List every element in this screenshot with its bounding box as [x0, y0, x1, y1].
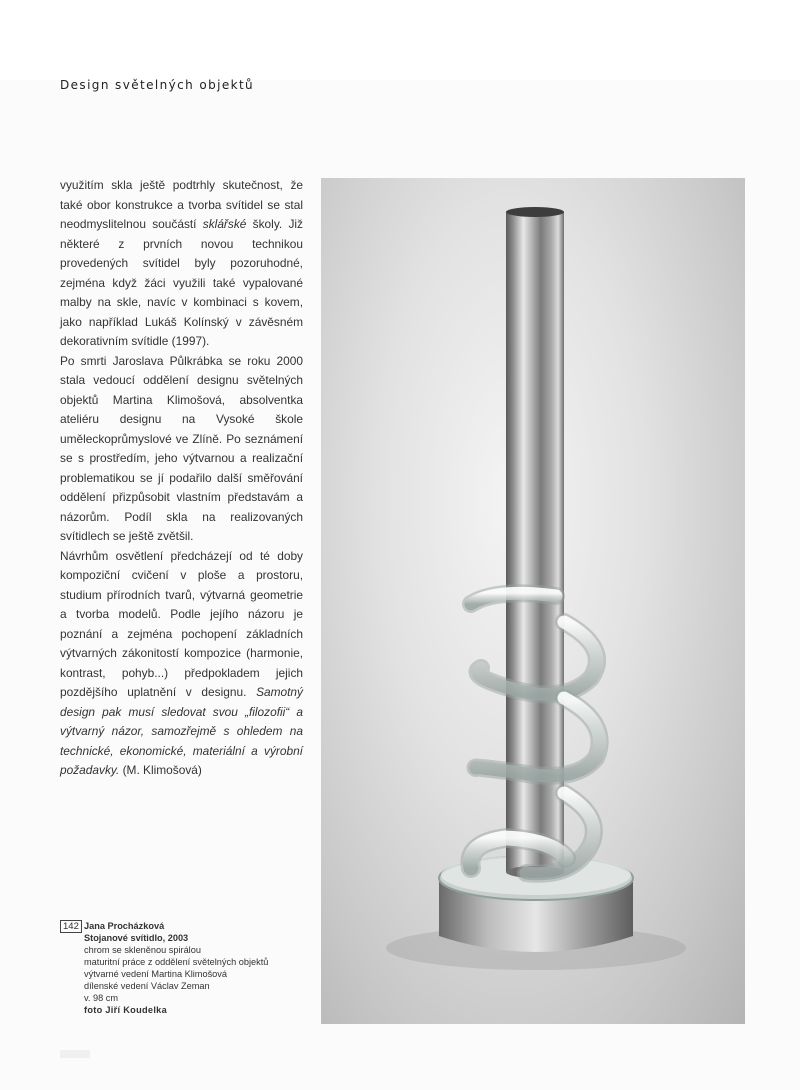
paragraph-3	[60, 547, 303, 781]
caption-line: chrom se skleněnou spirálou	[84, 945, 201, 955]
paragraph-2: Po smrti Jaroslava Půlkrábka se roku 2000 stala vedoucí oddělení designu světelných objektů Martina Klimošová, absolventka ateliéru designu na Vysoké škole uměleckoprůmyslové ve Zlíně. Po seznámení se s prostředím, jeho výtvarnou a realizační problematikou se jí podařilo další směřování oddělení přizpůsobit vlastním představám a názorům. Podíl skla na realizovaných svítidlech se ještě zvětšil.	[60, 353, 303, 543]
caption-lines	[84, 920, 300, 1016]
caption-line: dílenské vedení Václav Zeman	[84, 981, 210, 991]
header-band	[0, 0, 800, 80]
section-title: Design světelných objektů	[60, 78, 255, 92]
paragraph-1-rest: školy. Již některé z prvních novou technikou provedených svítidel byly pozoruhodné, zejména když žáci využili také vypalované malby na skle, navíc v kombinaci s kovem, jako například Lukáš Kolínský v závěsném dekorativním svítidle (1997).	[60, 217, 303, 348]
figure-caption	[60, 920, 300, 1016]
paragraph-1	[60, 176, 303, 352]
figure-number: 142	[60, 920, 82, 933]
caption-author: Jana Procházková	[84, 921, 165, 931]
body-text	[60, 176, 303, 781]
caption-line: výtvarné vedení Martina Klimošová	[84, 969, 227, 979]
paragraph-1-text: využitím skla ještě podtrhly skutečnost, že také obor konstrukce a tvorba svítidel se stal neodmyslitelnou součástí	[60, 178, 303, 231]
photo-credit: foto Jiří Koudelka	[84, 1005, 167, 1015]
pole-top	[506, 207, 564, 217]
caption-line: v. 98 cm	[84, 993, 119, 1003]
caption-line: maturitní práce z oddělení světelných objektů	[84, 957, 269, 967]
caption-title: Stojanové svítidlo, 2003	[84, 933, 189, 943]
lamp-illustration	[321, 178, 745, 1024]
paragraph-3-text: Návrhům osvětlení předcházejí od té doby kompoziční cvičení v ploše a prostoru, studium přírodních tvarů, výtvarná geometrie a tvorba modelů. Podle jejího názoru je poznání a zejména pochopení základních výtvarných zákonitostí kompozice (harmonie, kontrast, pohyb...) předpokladem jejich pozdějšího uplatnění v designu.	[60, 548, 303, 699]
lamp-photo	[321, 178, 745, 1024]
paragraph-1-emphasis: sklářské	[202, 217, 247, 231]
paragraph-3-emphasis: Samotný design pak musí sledovat svou „filozofii“ a výtvarný názor, samozřejmě s ohledem na technické, ekonomické, materiální a výrobní požadavky.	[60, 685, 303, 777]
footer-mark	[60, 1050, 90, 1058]
paragraph-3-end: (M. Klimošová)	[119, 763, 202, 777]
